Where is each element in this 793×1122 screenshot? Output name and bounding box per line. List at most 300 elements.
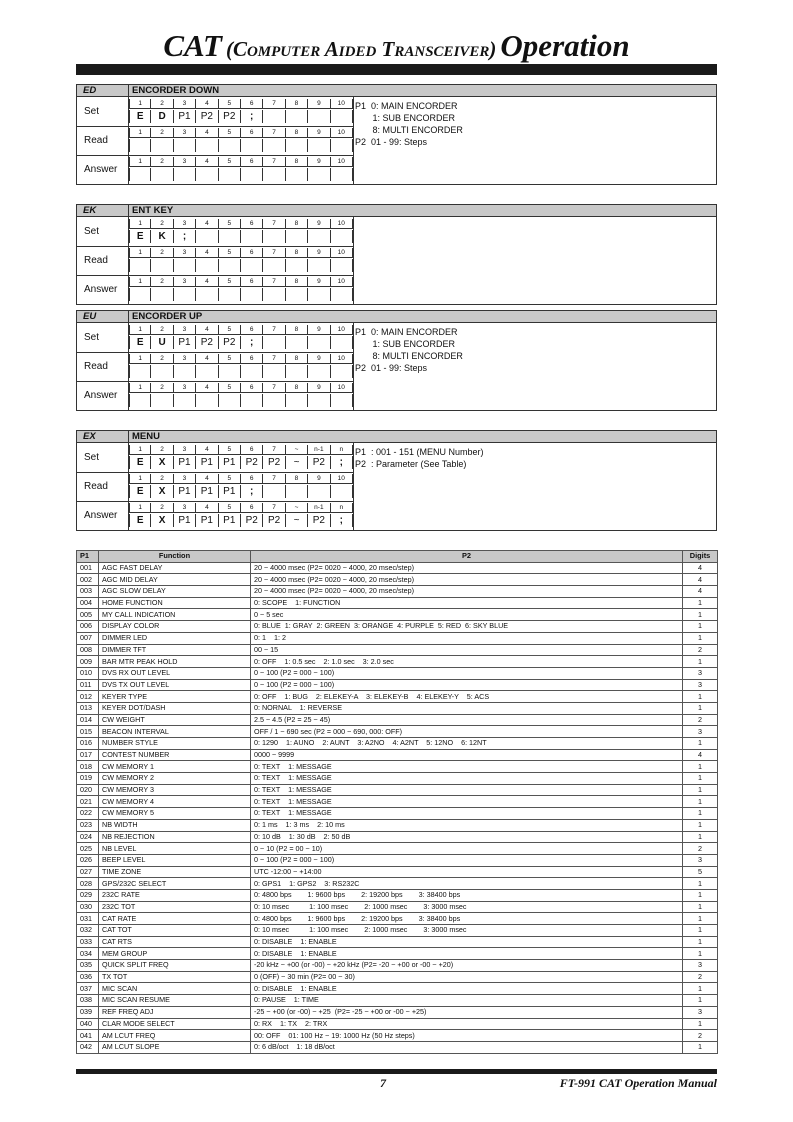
byte-index: 1 — [129, 503, 151, 513]
byte-index: 5 — [219, 157, 241, 167]
byte-value — [331, 288, 353, 301]
table-row — [77, 1041, 718, 1053]
byte-value — [331, 110, 353, 123]
byte-value — [286, 288, 308, 301]
byte-value — [151, 139, 173, 152]
table-row — [77, 609, 718, 621]
menu-number: 013 — [77, 702, 99, 714]
byte-value — [174, 394, 196, 407]
menu-number: 020 — [77, 784, 99, 796]
menu-parameter: 0 ~ 5 sec — [251, 609, 683, 621]
menu-function: BEACON INTERVAL — [99, 726, 251, 738]
menu-function: CW WEIGHT — [99, 714, 251, 726]
byte-index: 6 — [241, 277, 263, 287]
menu-parameter: 0: GPS1 1: GPS2 3: RS232C — [251, 878, 683, 890]
menu-parameter: 00: OFF 01: 100 Hz ~ 19: 1000 Hz (50 Hz steps) — [251, 1030, 683, 1042]
byte-index: 1 — [129, 445, 151, 455]
parameter-description: 1: SUB ENCORDER — [355, 339, 456, 349]
menu-function: MY CALL INDICATION — [99, 609, 251, 621]
table-row — [77, 784, 718, 796]
menu-parameter: 0: 1 1: 2 — [251, 632, 683, 644]
menu-parameter: 0 ~ 100 (P2 = 000 ~ 100) — [251, 667, 683, 679]
column-divider — [353, 97, 354, 184]
menu-number: 023 — [77, 819, 99, 831]
byte-value: U — [151, 336, 173, 349]
byte-grid — [129, 277, 353, 301]
menu-digits: 3 — [683, 960, 718, 972]
byte-value: P2 — [219, 336, 241, 349]
byte-value — [241, 259, 263, 272]
byte-value: ; — [241, 336, 263, 349]
byte-value: P1 — [196, 514, 218, 527]
menu-number: 033 — [77, 936, 99, 948]
menu-parameter: 0: DISABLE 1: ENABLE — [251, 948, 683, 960]
menu-parameter: 20 ~ 4000 msec (P2= 0020 ~ 4000, 20 msec/step) — [251, 586, 683, 598]
menu-parameter: 2.5 ~ 4.5 (P2 = 25 ~ 45) — [251, 714, 683, 726]
table-row — [77, 773, 718, 785]
menu-digits: 2 — [683, 1030, 718, 1042]
byte-value — [219, 259, 241, 272]
menu-function: AM LCUT SLOPE — [99, 1041, 251, 1053]
command-code: EU — [83, 311, 97, 322]
byte-value — [129, 288, 151, 301]
byte-value: P1 — [174, 110, 196, 123]
byte-grid — [129, 474, 353, 498]
menu-number: 019 — [77, 773, 99, 785]
byte-index: 2 — [151, 128, 173, 138]
menu-function: DISPLAY COLOR — [99, 621, 251, 633]
byte-value — [241, 288, 263, 301]
byte-value: E — [129, 485, 151, 498]
byte-index: 4 — [196, 503, 218, 513]
byte-value: P2 — [241, 514, 263, 527]
byte-index: 3 — [174, 503, 196, 513]
menu-parameter: 0 (OFF) ~ 30 min (P2= 00 ~ 30) — [251, 971, 683, 983]
menu-number: 008 — [77, 644, 99, 656]
byte-index: 9 — [308, 474, 330, 484]
row-label-answer: Answer — [84, 390, 118, 401]
byte-value — [174, 259, 196, 272]
menu-number: 035 — [77, 960, 99, 972]
byte-index: 9 — [308, 277, 330, 287]
byte-value: P2 — [241, 456, 263, 469]
parameter-description: P2 01 - 99: Steps — [355, 137, 428, 147]
menu-function: AGC MID DELAY — [99, 574, 251, 586]
header-p1: P1 — [77, 551, 99, 563]
header-function: Function — [99, 551, 251, 563]
menu-function: CW MEMORY 2 — [99, 773, 251, 785]
menu-parameter: 0: 4800 bps 1: 9600 bps 2: 19200 bps 3: 38400 bps — [251, 913, 683, 925]
byte-grid — [129, 99, 353, 123]
byte-index: 3 — [174, 325, 196, 335]
byte-value — [129, 139, 151, 152]
menu-function: CONTEST NUMBER — [99, 749, 251, 761]
row-label-set: Set — [84, 332, 100, 343]
byte-index: 6 — [241, 354, 263, 364]
byte-grid — [129, 219, 353, 243]
byte-value: E — [129, 230, 151, 243]
byte-value — [129, 394, 151, 407]
menu-digits: 2 — [683, 714, 718, 726]
byte-value — [219, 365, 241, 378]
menu-function: MIC SCAN — [99, 983, 251, 995]
byte-index: 1 — [129, 99, 151, 109]
page-number: 7 — [380, 1076, 386, 1090]
byte-value — [196, 168, 218, 181]
byte-value: ; — [331, 514, 353, 527]
byte-value — [331, 259, 353, 272]
byte-value — [151, 259, 173, 272]
parameter-description: 8: MULTI ENCORDER — [355, 125, 463, 135]
byte-index: 10 — [331, 219, 353, 229]
menu-parameter: -25 ~ +00 (or -00) ~ +25 (P2= -25 ~ +00 or -00 ~ +25) — [251, 1006, 683, 1018]
menu-function: CW MEMORY 4 — [99, 796, 251, 808]
byte-index: 2 — [151, 474, 173, 484]
byte-index: 6 — [241, 219, 263, 229]
byte-value: P2 — [263, 514, 285, 527]
menu-number: 018 — [77, 761, 99, 773]
byte-value: P1 — [174, 514, 196, 527]
byte-index: 6 — [241, 474, 263, 484]
command-block-ex — [76, 430, 717, 531]
menu-parameter: 20 ~ 4000 msec (P2= 0020 ~ 4000, 20 msec/step) — [251, 574, 683, 586]
menu-parameter: 0000 ~ 9999 — [251, 749, 683, 761]
byte-grid — [129, 248, 353, 272]
byte-value — [219, 288, 241, 301]
menu-digits: 3 — [683, 854, 718, 866]
title-operation: Operation — [500, 28, 630, 63]
header-digits: Digits — [683, 551, 718, 563]
menu-function: CW MEMORY 3 — [99, 784, 251, 796]
menu-digits: 1 — [683, 889, 718, 901]
byte-value — [174, 365, 196, 378]
menu-table-header — [77, 551, 718, 563]
menu-digits: 2 — [683, 971, 718, 983]
byte-index: 5 — [219, 248, 241, 258]
byte-value: P1 — [219, 456, 241, 469]
parameter-description: P2 : Parameter (See Table) — [355, 459, 467, 469]
menu-digits: 1 — [683, 831, 718, 843]
byte-value — [241, 168, 263, 181]
byte-index: 4 — [196, 128, 218, 138]
byte-value — [241, 139, 263, 152]
menu-parameter: 0: 10 msec 1: 100 msec 2: 1000 msec 3: 3000 msec — [251, 925, 683, 937]
byte-value — [263, 365, 285, 378]
byte-value: P1 — [174, 456, 196, 469]
menu-number: 022 — [77, 808, 99, 820]
byte-index: 8 — [286, 325, 308, 335]
byte-index: 5 — [219, 325, 241, 335]
byte-index: 3 — [174, 383, 196, 393]
menu-function: 232C TOT — [99, 901, 251, 913]
byte-index: 7 — [263, 445, 285, 455]
menu-number: 026 — [77, 854, 99, 866]
menu-function: KEYER DOT/DASH — [99, 702, 251, 714]
byte-index: 8 — [286, 157, 308, 167]
menu-number: 004 — [77, 597, 99, 609]
byte-index: 10 — [331, 354, 353, 364]
byte-index: 10 — [331, 128, 353, 138]
menu-function: NB REJECTION — [99, 831, 251, 843]
byte-index: 3 — [174, 445, 196, 455]
footer-rule — [76, 1069, 717, 1074]
byte-value — [286, 139, 308, 152]
menu-function: KEYER TYPE — [99, 691, 251, 703]
byte-value — [331, 394, 353, 407]
byte-index: 9 — [308, 128, 330, 138]
byte-index: 3 — [174, 354, 196, 364]
byte-value — [151, 168, 173, 181]
byte-index: 4 — [196, 99, 218, 109]
command-code: EK — [83, 205, 97, 216]
table-row — [77, 854, 718, 866]
byte-index: 3 — [174, 248, 196, 258]
byte-index: n — [331, 503, 353, 513]
byte-value: P2 — [196, 110, 218, 123]
menu-function: DIMMER TFT — [99, 644, 251, 656]
byte-value — [263, 259, 285, 272]
menu-number: 011 — [77, 679, 99, 691]
row-divider — [77, 275, 354, 276]
byte-value: E — [129, 336, 151, 349]
menu-digits: 1 — [683, 702, 718, 714]
byte-index: 2 — [151, 503, 173, 513]
byte-value — [196, 139, 218, 152]
menu-table — [76, 550, 718, 1054]
menu-digits: 1 — [683, 621, 718, 633]
menu-number: 012 — [77, 691, 99, 703]
byte-value — [196, 259, 218, 272]
byte-value — [129, 365, 151, 378]
byte-index: n-1 — [308, 445, 330, 455]
menu-function: CAT RTS — [99, 936, 251, 948]
menu-number: 014 — [77, 714, 99, 726]
byte-index: 3 — [174, 128, 196, 138]
menu-number: 024 — [77, 831, 99, 843]
menu-number: 041 — [77, 1030, 99, 1042]
table-row — [77, 644, 718, 656]
byte-index: n-1 — [308, 503, 330, 513]
byte-index: 5 — [219, 99, 241, 109]
table-row — [77, 632, 718, 644]
menu-function: NB LEVEL — [99, 843, 251, 855]
menu-digits: 3 — [683, 679, 718, 691]
menu-number: 034 — [77, 948, 99, 960]
menu-parameter: 0: 6 dB/oct 1: 18 dB/oct — [251, 1041, 683, 1053]
byte-index: 6 — [241, 445, 263, 455]
byte-value — [129, 259, 151, 272]
menu-function: CAT TOT — [99, 925, 251, 937]
byte-index: 2 — [151, 325, 173, 335]
byte-value — [263, 485, 285, 498]
menu-parameter: 0: 10 msec 1: 100 msec 2: 1000 msec 3: 3000 msec — [251, 901, 683, 913]
byte-index: 2 — [151, 248, 173, 258]
menu-function: AM LCUT FREQ — [99, 1030, 251, 1042]
byte-index: 10 — [331, 157, 353, 167]
byte-index: 4 — [196, 474, 218, 484]
byte-value — [286, 168, 308, 181]
byte-value — [151, 288, 173, 301]
byte-index: 1 — [129, 277, 151, 287]
byte-value: ; — [331, 456, 353, 469]
table-row — [77, 866, 718, 878]
menu-digits: 1 — [683, 925, 718, 937]
byte-value: P1 — [219, 514, 241, 527]
byte-index: 1 — [129, 325, 151, 335]
byte-index: 7 — [263, 157, 285, 167]
menu-function: REF FREQ ADJ — [99, 1006, 251, 1018]
menu-digits: 1 — [683, 597, 718, 609]
table-row — [77, 925, 718, 937]
menu-function: CAT RATE — [99, 913, 251, 925]
byte-index: 6 — [241, 383, 263, 393]
command-block-ek — [76, 204, 717, 305]
byte-value: ; — [241, 485, 263, 498]
menu-number: 027 — [77, 866, 99, 878]
byte-value — [308, 230, 330, 243]
command-header — [77, 311, 716, 323]
byte-value — [308, 485, 330, 498]
byte-index: 8 — [286, 383, 308, 393]
table-row — [77, 796, 718, 808]
menu-function: TIME ZONE — [99, 866, 251, 878]
byte-index: 6 — [241, 248, 263, 258]
menu-number: 017 — [77, 749, 99, 761]
byte-value: P1 — [196, 485, 218, 498]
byte-index: 9 — [308, 383, 330, 393]
byte-value — [196, 288, 218, 301]
byte-index: 5 — [219, 445, 241, 455]
byte-value — [331, 336, 353, 349]
byte-index: 2 — [151, 277, 173, 287]
menu-digits: 1 — [683, 948, 718, 960]
byte-value: ; — [174, 230, 196, 243]
byte-index: 9 — [308, 219, 330, 229]
byte-index: 7 — [263, 248, 285, 258]
menu-digits: 4 — [683, 586, 718, 598]
byte-grid — [129, 354, 353, 378]
menu-function: CLAR MODE SELECT — [99, 1018, 251, 1030]
table-row — [77, 691, 718, 703]
byte-value — [263, 110, 285, 123]
byte-index: 10 — [331, 474, 353, 484]
byte-index: 7 — [263, 99, 285, 109]
menu-parameter: 0: NORNAL 1: REVERSE — [251, 702, 683, 714]
table-row — [77, 656, 718, 668]
table-row — [77, 936, 718, 948]
byte-index: 9 — [308, 354, 330, 364]
byte-index: 6 — [241, 503, 263, 513]
menu-digits: 1 — [683, 632, 718, 644]
table-row — [77, 948, 718, 960]
table-row — [77, 913, 718, 925]
menu-digits: 1 — [683, 773, 718, 785]
menu-digits: 3 — [683, 1006, 718, 1018]
menu-function: CW MEMORY 1 — [99, 761, 251, 773]
byte-index: 5 — [219, 474, 241, 484]
row-label-answer: Answer — [84, 284, 118, 295]
menu-parameter: 00 ~ 15 — [251, 644, 683, 656]
byte-value — [331, 139, 353, 152]
byte-value — [129, 168, 151, 181]
byte-value — [308, 139, 330, 152]
menu-parameter: 0: TEXT 1: MESSAGE — [251, 808, 683, 820]
byte-grid — [129, 383, 353, 407]
table-row — [77, 889, 718, 901]
menu-number: 037 — [77, 983, 99, 995]
byte-index: 2 — [151, 219, 173, 229]
menu-number: 006 — [77, 621, 99, 633]
byte-index: 3 — [174, 277, 196, 287]
menu-digits: 1 — [683, 995, 718, 1007]
byte-index: 8 — [286, 248, 308, 258]
byte-index: 2 — [151, 383, 173, 393]
command-block-ed — [76, 84, 717, 185]
byte-value — [308, 365, 330, 378]
byte-value — [263, 139, 285, 152]
menu-digits: 1 — [683, 808, 718, 820]
byte-value: P2 — [263, 456, 285, 469]
byte-value: E — [129, 514, 151, 527]
title-middle: (Computer Aided Transceiver) — [225, 37, 497, 61]
byte-grid — [129, 325, 353, 349]
byte-index: 4 — [196, 445, 218, 455]
command-header — [77, 431, 716, 443]
byte-value — [331, 230, 353, 243]
table-row — [77, 574, 718, 586]
table-row — [77, 971, 718, 983]
byte-index: 3 — [174, 219, 196, 229]
parameter-description: P1 : 001 - 151 (MENU Number) — [355, 447, 484, 457]
menu-function: MIC SCAN RESUME — [99, 995, 251, 1007]
menu-number: 025 — [77, 843, 99, 855]
byte-grid — [129, 503, 353, 527]
menu-digits: 1 — [683, 784, 718, 796]
row-divider — [77, 155, 354, 156]
byte-index: 5 — [219, 503, 241, 513]
byte-index: 7 — [263, 325, 285, 335]
byte-index: 8 — [286, 474, 308, 484]
menu-number: 015 — [77, 726, 99, 738]
byte-value — [219, 394, 241, 407]
menu-function: DVS TX OUT LEVEL — [99, 679, 251, 691]
menu-function: 232C RATE — [99, 889, 251, 901]
menu-function: CW MEMORY 5 — [99, 808, 251, 820]
menu-parameter: 0: OFF 1: BUG 2: ELEKEY-A 3: ELEKEY-B 4: ELEKEY-Y 5: ACS — [251, 691, 683, 703]
table-row — [77, 878, 718, 890]
byte-grid — [129, 128, 353, 152]
table-row — [77, 983, 718, 995]
row-divider — [77, 246, 354, 247]
menu-number: 001 — [77, 562, 99, 574]
menu-function: AGC FAST DELAY — [99, 562, 251, 574]
byte-value — [174, 288, 196, 301]
menu-function: HOME FUNCTION — [99, 597, 251, 609]
menu-function: TX TOT — [99, 971, 251, 983]
byte-value: X — [151, 514, 173, 527]
row-divider — [77, 472, 354, 473]
parameter-description: P1 0: MAIN ENCORDER — [355, 327, 458, 337]
byte-value — [196, 365, 218, 378]
byte-value — [151, 365, 173, 378]
menu-function: MEM GROUP — [99, 948, 251, 960]
menu-function: DVS RX OUT LEVEL — [99, 667, 251, 679]
table-row — [77, 960, 718, 972]
byte-value — [331, 168, 353, 181]
menu-parameter: 0: RX 1: TX 2: TRX — [251, 1018, 683, 1030]
menu-number: 036 — [77, 971, 99, 983]
menu-number: 028 — [77, 878, 99, 890]
